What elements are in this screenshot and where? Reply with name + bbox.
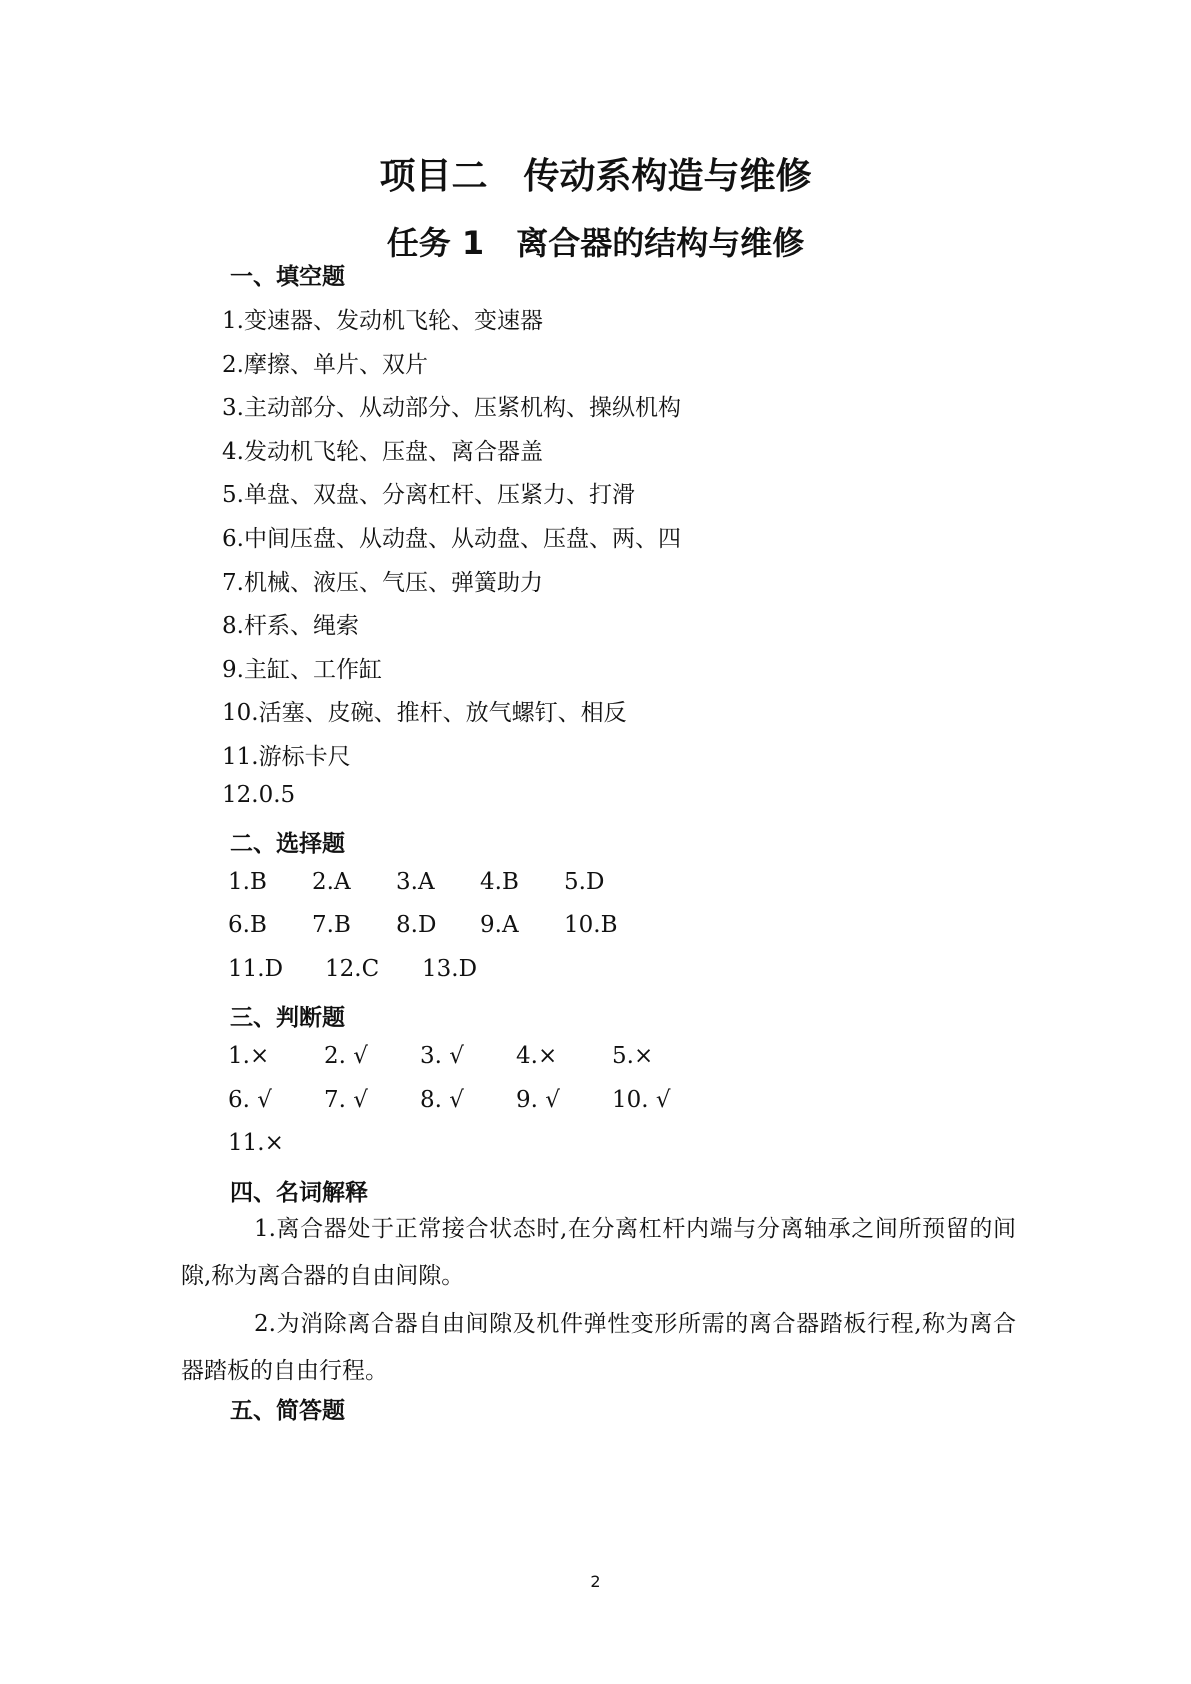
choice-answer: 5.D <box>564 869 605 895</box>
choice-answer: 3.A <box>396 869 435 895</box>
choice-answer: 9.A <box>480 912 519 938</box>
choice-answer: 13.D <box>422 956 478 982</box>
judge-answer: 4.× <box>516 1043 558 1069</box>
section-heading-fill-blank: 一、填空题 <box>230 264 345 290</box>
choice-answer: 7.B <box>312 912 351 938</box>
choice-answer: 10.B <box>564 912 618 938</box>
fill-blank-item: 10.活塞、皮碗、推杆、放气螺钉、相反 <box>222 700 627 726</box>
fill-blank-item: 4.发动机飞轮、压盘、离合器盖 <box>222 439 543 465</box>
choice-answer: 12.C <box>325 956 380 982</box>
fill-blank-item: 5.单盘、双盘、分离杠杆、压紧力、打滑 <box>222 482 635 508</box>
judge-answer: 10. √ <box>612 1087 671 1113</box>
page-title: 项目二 传动系构造与维修 <box>379 156 812 197</box>
fill-blank-item: 11.游标卡尺 <box>222 744 351 770</box>
page-subtitle: 任务 1 离合器的结构与维修 <box>386 224 805 262</box>
judge-answer: 9. √ <box>516 1087 560 1113</box>
page-number: 2 <box>590 1572 601 1591</box>
fill-blank-item: 7.机械、液压、气压、弹簧助力 <box>222 570 543 596</box>
choice-answer: 1.B <box>228 869 267 895</box>
fill-blank-item: 1.变速器、发动机飞轮、变速器 <box>222 308 543 334</box>
judge-answer: 3. √ <box>420 1043 464 1069</box>
judge-answer: 11.× <box>228 1130 284 1156</box>
fill-blank-item: 2.摩擦、单片、双片 <box>222 352 428 378</box>
judge-answer: 6. √ <box>228 1087 272 1113</box>
section-heading-short-answer: 五、简答题 <box>230 1398 345 1424</box>
judge-answer: 1.× <box>228 1043 270 1069</box>
term-definition: 1.离合器处于正常接合状态时,在分离杠杆内端与分离轴承之间所预留的间隙,称为离合器的自由间隙。 <box>181 1216 1016 1289</box>
judge-answer: 5.× <box>612 1043 654 1069</box>
judge-answer: 2. √ <box>324 1043 368 1069</box>
fill-blank-item: 8.杆系、绳索 <box>222 613 359 639</box>
section-heading-judge: 三、判断题 <box>230 1005 345 1031</box>
choice-answer: 4.B <box>480 869 519 895</box>
choice-answer: 8.D <box>396 912 437 938</box>
fill-blank-item: 3.主动部分、从动部分、压紧机构、操纵机构 <box>222 395 681 421</box>
fill-blank-item: 6.中间压盘、从动盘、从动盘、压盘、两、四 <box>222 526 681 552</box>
choice-answer: 11.D <box>228 956 284 982</box>
term-definition: 2.为消除离合器自由间隙及机件弹性变形所需的离合器踏板行程,称为离合器踏板的自由行程。 <box>181 1311 1016 1384</box>
judge-answer: 7. √ <box>324 1087 368 1113</box>
fill-blank-item: 12.0.5 <box>222 782 296 808</box>
choice-answer: 6.B <box>228 912 267 938</box>
fill-blank-item: 9.主缸、工作缸 <box>222 657 382 683</box>
choice-answer: 2.A <box>312 869 351 895</box>
section-heading-choice: 二、选择题 <box>230 831 345 857</box>
judge-answer: 8. √ <box>420 1087 464 1113</box>
section-heading-terms: 四、名词解释 <box>230 1180 368 1206</box>
